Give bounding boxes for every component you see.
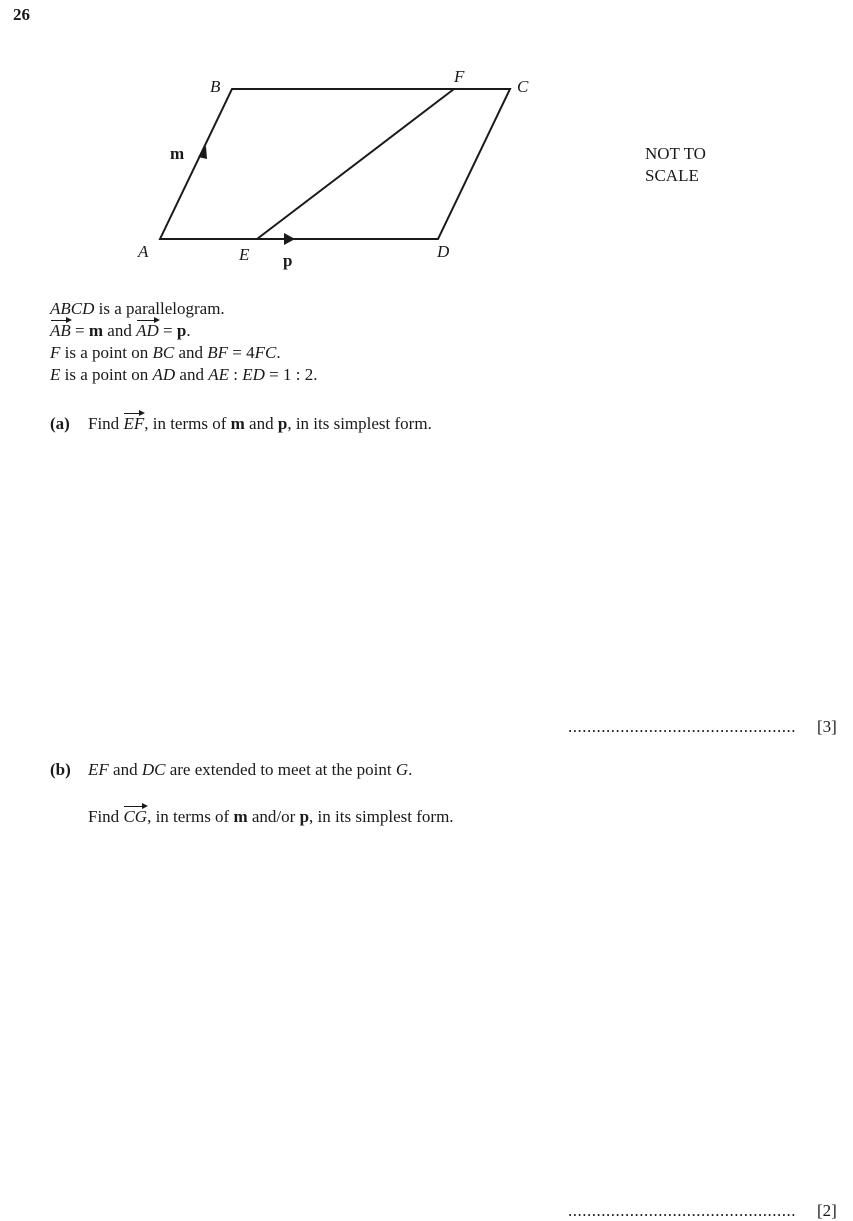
arrow-p-icon <box>284 233 295 245</box>
label-b: B <box>210 77 221 96</box>
label-f: F <box>454 67 465 86</box>
marks-b: [2] <box>817 1201 837 1220</box>
label-m: m <box>170 144 185 163</box>
answer-line-a[interactable]: ................................................ <box>568 717 796 736</box>
parallelogram-diagram <box>0 0 853 300</box>
question-a-label: (a) <box>50 414 70 433</box>
marks-a: [3] <box>817 717 837 736</box>
statement-point-f: F is a point on BC and BF = 4FC. <box>50 343 281 362</box>
question-b-text: EF and DC are extended to meet at the point G. <box>88 760 413 779</box>
answer-line-b[interactable]: ................................................ <box>568 1201 796 1220</box>
question-a-text: Find EF, in terms of m and p, in its simplest form. <box>88 414 432 433</box>
label-d: D <box>437 242 450 261</box>
statement-point-e: E is a point on AD and AE : ED = 1 : 2. <box>50 365 318 384</box>
given-statements <box>50 298 317 386</box>
question-a <box>50 413 70 435</box>
line-ef <box>257 89 454 239</box>
question-b-label: (b) <box>50 760 71 779</box>
parallelogram-abcd <box>160 89 510 239</box>
not-to-scale-note: NOT TO SCALE <box>645 144 706 185</box>
page-number: 26 <box>13 5 30 24</box>
statement-vectors: AB = m and AD = p. <box>50 321 191 340</box>
arrow-m-icon <box>198 146 207 159</box>
label-e: E <box>239 245 250 264</box>
statement-parallelogram: ABCD is a parallelogram. <box>50 299 225 318</box>
label-c: C <box>517 77 529 96</box>
label-a: A <box>138 242 149 261</box>
label-p: p <box>283 251 293 270</box>
question-b-find: Find CG, in terms of m and/or p, in its simplest form. <box>88 807 454 826</box>
